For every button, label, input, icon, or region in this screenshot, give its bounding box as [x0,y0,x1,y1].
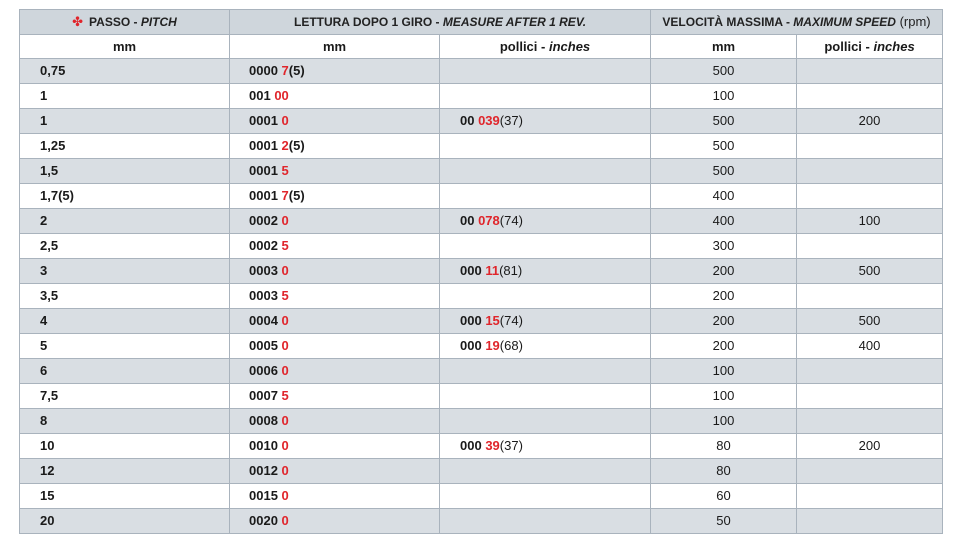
reading-inch-cell [440,459,651,484]
table-row [20,209,943,234]
speed-mm-cell: 500 [651,159,797,184]
reading-inch-cell [440,159,651,184]
pitch-cell: 3,5 [20,284,230,309]
speed-mm-cell: 100 [651,84,797,109]
reading-mm-cell [230,84,440,109]
table-row [20,509,943,534]
speed-mm-cell: 400 [651,184,797,209]
reading-header-label-en: MEASURE AFTER 1 REV. [442,15,587,29]
speed-header [651,10,943,35]
pitch-cell: 10 [20,434,230,459]
pitch-cell: 12 [20,459,230,484]
reading-inch-base: 000 [460,313,486,328]
reading-inch-paren: (37) [499,438,523,453]
subheader-row [20,35,943,59]
reading-mm-highlight: 0 [281,313,289,328]
reading-mm-paren: (5) [288,188,305,203]
reading-mm-highlight: 0 [281,263,289,278]
pitch-cell: 5 [20,334,230,359]
reading-mm-base: 0001 [249,113,282,128]
speed-inch-cell [797,459,943,484]
reading-header-label: LETTURA DOPO 1 GIRO - [293,15,443,29]
reading-inch-cell [440,484,651,509]
speed-inch-cell [797,484,943,509]
table-row [20,284,943,309]
reading-mm-cell [230,434,440,459]
speed-mm-cell: 200 [651,334,797,359]
subheader-speed-inch [797,35,943,59]
pitch-cell: 4 [20,309,230,334]
table-row [20,234,943,259]
table-row [20,259,943,284]
speed-mm-cell: 400 [651,209,797,234]
pitch-cell: 1,5 [20,159,230,184]
reading-mm-cell [230,459,440,484]
reading-mm-base: 0001 [249,163,282,178]
table-row [20,184,943,209]
pitch-cell: 7,5 [20,384,230,409]
subheader-reading-inch-label: pollici - [499,39,549,54]
reading-inch-highlight: 39 [485,438,500,453]
reading-inch-base: 00 [460,213,479,228]
subheader-speed-inch-en: inches [873,39,915,54]
reading-inch-highlight: 19 [485,338,500,353]
speed-inch-cell: 200 [797,109,943,134]
cross-icon: ✤ [72,14,84,29]
reading-mm-highlight: 5 [281,388,289,403]
table-row [20,484,943,509]
speed-mm-cell: 500 [651,59,797,84]
reading-mm-cell [230,159,440,184]
speed-inch-cell: 500 [797,309,943,334]
pitch-cell: 2 [20,209,230,234]
reading-mm-base: 0005 [249,338,282,353]
reading-inch-highlight: 078 [478,213,500,228]
table-row [20,84,943,109]
reading-mm-cell [230,109,440,134]
reading-inch-paren: (37) [499,113,523,128]
speed-inch-cell [797,509,943,534]
speed-mm-cell: 500 [651,109,797,134]
pitch-header [20,10,230,35]
speed-mm-cell: 100 [651,384,797,409]
reading-mm-cell [230,359,440,384]
reading-mm-cell [230,134,440,159]
reading-mm-cell [230,284,440,309]
reading-inch-cell [440,509,651,534]
pitch-cell: 6 [20,359,230,384]
reading-mm-base: 0020 [249,513,282,528]
speed-inch-cell [797,159,943,184]
speed-inch-cell: 500 [797,259,943,284]
reading-mm-highlight: 0 [281,463,289,478]
reading-mm-paren: (5) [288,63,305,78]
reading-inch-paren: (81) [499,263,523,278]
reading-mm-base: 0003 [249,288,282,303]
speed-inch-cell [797,359,943,384]
speed-inch-cell [797,59,943,84]
reading-mm-base: 0001 [249,138,282,153]
reading-mm-base: 0000 [249,63,282,78]
table-row [20,134,943,159]
reading-mm-base: 0015 [249,488,282,503]
reading-mm-base: 001 [249,88,275,103]
speed-mm-cell: 80 [651,434,797,459]
table-row [20,384,943,409]
reading-inch-cell [440,84,651,109]
table-row [20,159,943,184]
reading-mm-highlight: 7 [281,63,289,78]
reading-mm-base: 0008 [249,413,282,428]
subheader-pitch-mm: mm [20,35,230,59]
pitch-cell: 15 [20,484,230,509]
reading-mm-cell [230,509,440,534]
table-row [20,434,943,459]
pitch-cell: 20 [20,509,230,534]
reading-inch-cell [440,359,651,384]
reading-inch-highlight: 039 [478,113,500,128]
subheader-speed-mm: mm [651,35,797,59]
speed-inch-cell [797,184,943,209]
speed-mm-cell: 100 [651,359,797,384]
reading-inch-cell [440,334,651,359]
reading-mm-cell [230,184,440,209]
speed-inch-cell [797,284,943,309]
reading-inch-cell [440,284,651,309]
reading-inch-cell [440,434,651,459]
reading-mm-highlight: 0 [281,413,289,428]
reading-inch-base: 000 [460,338,486,353]
speed-header-unit: (rpm) [895,14,931,29]
reading-inch-cell [440,234,651,259]
reading-mm-cell [230,59,440,84]
table-row [20,309,943,334]
reading-mm-cell [230,209,440,234]
subheader-reading-inch [440,35,651,59]
reading-inch-paren: (74) [499,313,523,328]
reading-inch-cell [440,309,651,334]
reading-mm-highlight: 0 [281,488,289,503]
speed-mm-cell: 60 [651,484,797,509]
pitch-cell: 8 [20,409,230,434]
pitch-cell: 3 [20,259,230,284]
reading-header [230,10,651,35]
reading-inch-cell [440,409,651,434]
reading-inch-cell [440,259,651,284]
reading-mm-base: 0003 [249,263,282,278]
subheader-reading-inch-en: inches [548,39,591,54]
reading-mm-base: 0001 [249,188,282,203]
pitch-header-label-en: PITCH [140,15,177,29]
pitch-cell: 2,5 [20,234,230,259]
reading-mm-paren: (5) [288,138,305,153]
speed-inch-cell [797,409,943,434]
pitch-cell: 1 [20,84,230,109]
speed-mm-cell: 200 [651,284,797,309]
reading-mm-cell [230,259,440,284]
pitch-header-label: PASSO - [89,15,141,29]
reading-mm-highlight: 5 [281,163,289,178]
reading-mm-highlight: 7 [281,188,289,203]
speed-inch-cell: 400 [797,334,943,359]
speed-inch-cell [797,134,943,159]
reading-mm-base: 0002 [249,213,282,228]
pitch-cell: 1 [20,109,230,134]
header-row [20,10,943,35]
reading-mm-highlight: 0 [281,513,289,528]
speed-header-label-en: MAXIMUM SPEED [793,15,896,29]
subheader-reading-mm: mm [230,35,440,59]
reading-mm-cell [230,484,440,509]
reading-inch-cell [440,384,651,409]
reading-mm-cell [230,334,440,359]
reading-mm-base: 0012 [249,463,282,478]
reading-inch-base: 000 [460,438,486,453]
speed-inch-cell [797,234,943,259]
reading-inch-base: 000 [460,263,486,278]
reading-mm-highlight: 0 [281,213,289,228]
reading-inch-cell [440,209,651,234]
pitch-spec-table [19,9,943,534]
table-row [20,409,943,434]
table-row [20,59,943,84]
speed-mm-cell: 200 [651,309,797,334]
speed-inch-cell: 100 [797,209,943,234]
speed-mm-cell: 50 [651,509,797,534]
reading-inch-cell [440,184,651,209]
reading-inch-cell [440,59,651,84]
reading-mm-highlight: 00 [274,88,289,103]
reading-mm-highlight: 2 [281,138,289,153]
speed-mm-cell: 500 [651,134,797,159]
speed-inch-cell: 200 [797,434,943,459]
reading-mm-highlight: 5 [281,288,289,303]
speed-mm-cell: 300 [651,234,797,259]
reading-mm-highlight: 0 [281,338,289,353]
speed-inch-cell [797,384,943,409]
reading-inch-base: 00 [460,113,479,128]
reading-mm-highlight: 0 [281,363,289,378]
reading-inch-cell [440,134,651,159]
table-row [20,334,943,359]
reading-mm-base: 0010 [249,438,282,453]
reading-inch-paren: (68) [499,338,523,353]
reading-mm-base: 0002 [249,238,282,253]
speed-inch-cell [797,84,943,109]
reading-mm-highlight: 5 [281,238,289,253]
reading-inch-highlight: 15 [485,313,500,328]
reading-mm-base: 0004 [249,313,282,328]
speed-mm-cell: 200 [651,259,797,284]
reading-mm-cell [230,309,440,334]
table-row [20,459,943,484]
reading-mm-cell [230,234,440,259]
speed-mm-cell: 100 [651,409,797,434]
table-row [20,109,943,134]
pitch-cell: 1,25 [20,134,230,159]
pitch-cell: 1,7(5) [20,184,230,209]
reading-mm-cell [230,384,440,409]
reading-mm-base: 0006 [249,363,282,378]
reading-mm-highlight: 0 [281,438,289,453]
reading-inch-highlight: 11 [485,263,500,278]
speed-mm-cell: 80 [651,459,797,484]
reading-inch-cell [440,109,651,134]
speed-header-label: VELOCITÀ MASSIMA - [662,15,794,29]
subheader-speed-inch-label: pollici - [824,39,874,54]
table-row [20,359,943,384]
pitch-cell: 0,75 [20,59,230,84]
reading-inch-paren: (74) [499,213,523,228]
reading-mm-highlight: 0 [281,113,289,128]
reading-mm-base: 0007 [249,388,282,403]
reading-mm-cell [230,409,440,434]
